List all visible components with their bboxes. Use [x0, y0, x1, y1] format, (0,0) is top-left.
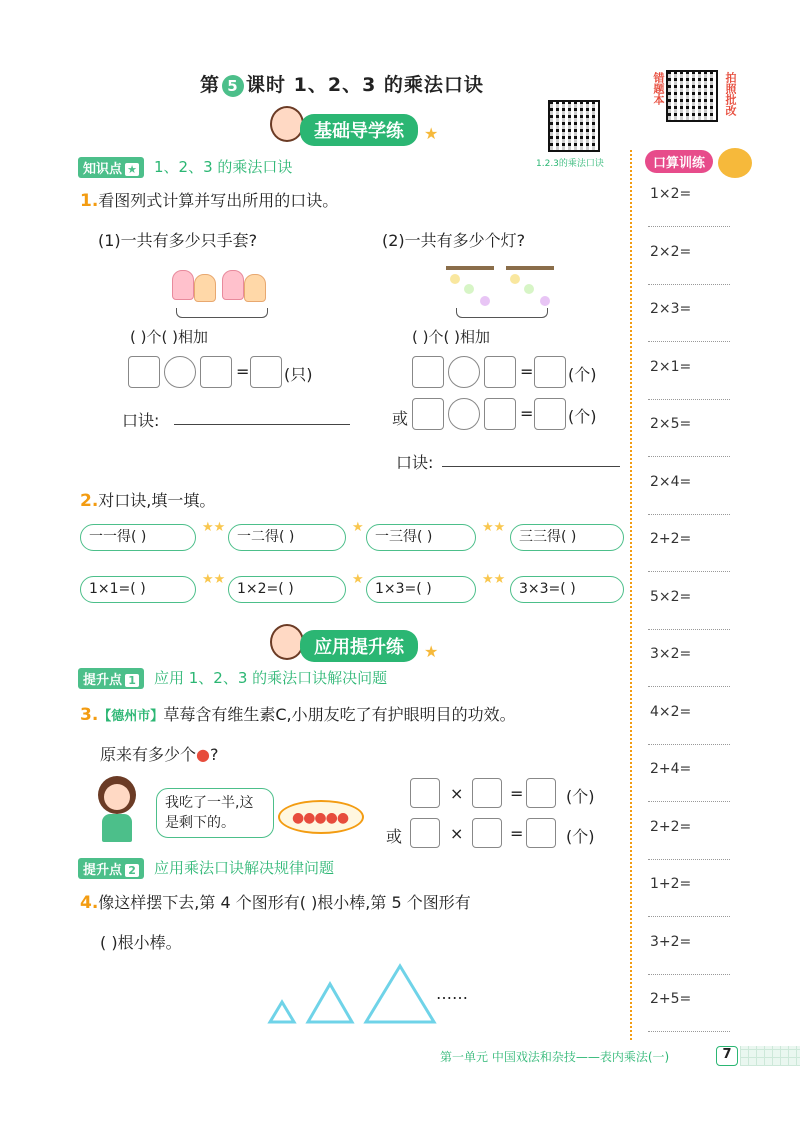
title-prefix: 第	[200, 74, 221, 96]
unit: (个)	[566, 827, 595, 846]
oral-separator	[648, 341, 730, 342]
or-label: 或	[392, 409, 409, 428]
question-text: 看图列式计算并写出所用的口诀。	[98, 191, 339, 210]
oral-separator	[648, 916, 730, 917]
tip-number: 1	[125, 674, 139, 687]
footer-unit: 第一单元 中国戏法和杂技——表内乘法(一)	[440, 1050, 670, 1064]
child-mascot-icon	[270, 624, 304, 660]
strawberry-plate	[278, 800, 364, 834]
oral-separator	[648, 859, 730, 860]
oral-item[interactable]: 2×1=	[650, 358, 692, 375]
answer-box[interactable]	[484, 356, 516, 388]
answer-box[interactable]	[410, 818, 440, 848]
add-line-right: ( )个( )相加	[412, 328, 490, 346]
unit-right: (个)	[568, 365, 597, 384]
title-suffix: 课时 1、2、3 的乘法口诀	[246, 74, 484, 96]
tip-number: 2	[125, 864, 139, 877]
operator-circle[interactable]	[448, 398, 480, 430]
oral-separator	[648, 399, 730, 400]
equals-sign: =	[520, 362, 534, 381]
product-fill[interactable]: 1×2=( )	[228, 576, 346, 603]
child-mascot-icon	[270, 106, 304, 142]
rhyme-fill[interactable]: 一三得( )	[366, 524, 476, 551]
answer-box[interactable]	[410, 778, 440, 808]
question-number: 3.	[80, 705, 99, 725]
oral-item[interactable]: 2×4=	[650, 473, 692, 490]
photo-correct-label: 拍照批改	[724, 72, 737, 116]
equals-sign: =	[520, 404, 534, 423]
page-title	[200, 70, 484, 97]
product-fill[interactable]: 1×1=( )	[80, 576, 196, 603]
oral-item[interactable]: 2+5=	[650, 991, 692, 1007]
oral-separator	[648, 456, 730, 457]
answer-box[interactable]	[412, 356, 444, 388]
operator-circle[interactable]	[164, 356, 196, 388]
q1-sub2: (2)一共有多少个灯?	[382, 231, 526, 250]
tip-text: 应用乘法口诀解决规律问题	[154, 859, 335, 877]
product-fill[interactable]: 3×3=( )	[510, 576, 624, 603]
answer-box[interactable]	[412, 398, 444, 430]
oral-separator	[648, 1031, 730, 1032]
brace	[176, 308, 268, 318]
question-2	[80, 488, 215, 511]
answer-box[interactable]	[128, 356, 160, 388]
answer-box[interactable]	[472, 818, 502, 848]
formula-label: 口诀:	[396, 453, 434, 472]
oral-separator	[648, 686, 730, 687]
star-mascot-icon: ★★	[482, 572, 506, 587]
mistake-book-label: 错题本	[652, 72, 665, 105]
oral-item[interactable]: 2+4=	[650, 761, 692, 777]
question-number: 2.	[80, 491, 99, 511]
star-mascot-icon: ★★	[482, 520, 506, 535]
region-tag: 【德州市】	[98, 709, 164, 724]
times-sign: ×	[450, 824, 464, 843]
brace	[456, 308, 548, 318]
unit-left: (只)	[284, 365, 313, 384]
oral-item[interactable]: 4×2=	[650, 703, 692, 720]
section-basic-banner: 基础导学练	[300, 114, 418, 146]
operator-circle[interactable]	[448, 356, 480, 388]
ellipsis: ……	[436, 984, 468, 1003]
oral-separator	[648, 571, 730, 572]
oral-separator	[648, 226, 730, 227]
question-text: 草莓含有维生素C,小朋友吃了有护眼明目的功效。	[163, 705, 516, 724]
oral-item[interactable]: 5×2=	[650, 588, 692, 605]
oral-item[interactable]: 2×3=	[650, 301, 692, 317]
oral-item[interactable]: 2×2=	[650, 243, 692, 260]
question-text: 像这样摆下去,第 4 个图形有( )根小棒,第 5 个图形有	[98, 893, 471, 912]
oral-item[interactable]: 3+2=	[650, 933, 692, 950]
oral-separator	[648, 744, 730, 745]
lesson-qr-code[interactable]	[548, 100, 600, 152]
star-mascot-icon: ★	[352, 520, 364, 535]
triangle-medium	[308, 984, 352, 1022]
or-label: 或	[386, 827, 403, 846]
q1-sub1: (1)一共有多少只手套?	[98, 231, 258, 250]
question-4	[80, 890, 471, 913]
formula-answer-line[interactable]	[442, 466, 620, 467]
question-3-line2	[100, 742, 218, 765]
oral-item[interactable]: 1+2=	[650, 876, 692, 892]
answer-box[interactable]	[534, 398, 566, 430]
oral-item[interactable]: 1×2=	[650, 186, 692, 202]
tip-text: 应用 1、2、3 的乘法口诀解决问题	[154, 669, 388, 687]
oral-item[interactable]: 2+2=	[650, 531, 692, 547]
product-fill[interactable]: 1×3=( )	[366, 576, 476, 603]
oral-item[interactable]: 3×2=	[650, 646, 692, 662]
star-mascot-icon: ★★	[202, 520, 226, 535]
knowledge-text: 1、2、3 的乘法口诀	[154, 158, 293, 176]
page-number: 7	[716, 1046, 738, 1066]
qr-label: 1.2.3的乘法口诀	[536, 159, 604, 169]
oral-separator	[648, 284, 730, 285]
unit: (个)	[566, 787, 595, 806]
tip-tag	[78, 858, 144, 879]
tip-tag-label: 提升点	[83, 673, 123, 688]
times-sign: ×	[450, 784, 464, 803]
triangle-sticks-figure	[264, 962, 444, 1026]
star-icon: ★	[125, 163, 139, 176]
question-text: 对口诀,填一填。	[98, 491, 216, 510]
formula-label: 口诀:	[122, 411, 160, 430]
strawberry-icon: ●●●●●	[292, 810, 349, 826]
formula-answer-line[interactable]	[174, 424, 350, 425]
star-icon: ★	[424, 124, 439, 143]
girl-illustration	[94, 776, 140, 842]
question-number: 1.	[80, 191, 99, 211]
oral-item[interactable]: 2×5=	[650, 416, 692, 432]
star-icon: ★	[424, 642, 439, 661]
answer-box[interactable]	[200, 356, 232, 388]
equals-sign: =	[510, 784, 524, 803]
lesson-number: 5	[222, 75, 244, 97]
question-mark: ?	[209, 745, 219, 764]
equals-sign: =	[236, 362, 250, 381]
star-mascot-icon: ★★	[202, 572, 226, 587]
photo-correct-qr-code[interactable]	[666, 70, 718, 122]
unit-right: (个)	[568, 407, 597, 426]
gloves-illustration	[170, 268, 270, 304]
knowledge-tag-label: 知识点	[83, 162, 123, 177]
knowledge-tag	[78, 157, 144, 178]
triangle-large	[366, 966, 434, 1022]
question-1	[80, 188, 338, 211]
tip-tag-label: 提升点	[83, 863, 123, 878]
answer-box[interactable]	[484, 398, 516, 430]
triangle-small	[270, 1002, 294, 1022]
star-mascot-icon: ★	[352, 572, 364, 587]
oral-separator	[648, 974, 730, 975]
answer-box[interactable]	[250, 356, 282, 388]
equals-sign: =	[510, 824, 524, 843]
strawberry-icon: ●	[196, 745, 210, 764]
answer-box[interactable]	[534, 356, 566, 388]
rhyme-fill[interactable]: 一一得( )	[80, 524, 196, 551]
mascot-icon	[718, 148, 752, 178]
oral-separator	[648, 629, 730, 630]
lamps-illustration	[446, 266, 558, 308]
speech-bubble: 我吃了一半,这是剩下的。	[156, 788, 274, 838]
oral-training-title: 口算训练	[645, 150, 713, 173]
rhyme-fill[interactable]: 三三得( )	[510, 524, 624, 551]
add-line-left: ( )个( )相加	[130, 328, 208, 346]
oral-separator	[648, 514, 730, 515]
answer-box[interactable]	[526, 818, 556, 848]
rhyme-fill[interactable]: 一二得( )	[228, 524, 346, 551]
oral-separator	[648, 801, 730, 802]
answer-box[interactable]	[526, 778, 556, 808]
question-3	[80, 702, 516, 725]
question-4-line2: ( )根小棒。	[100, 933, 182, 952]
answer-box[interactable]	[472, 778, 502, 808]
question-number: 4.	[80, 893, 99, 913]
oral-item[interactable]: 2+2=	[650, 818, 692, 835]
section-advanced-banner: 应用提升练	[300, 630, 418, 662]
question-text: 原来有多少个	[100, 745, 197, 764]
footer-grid-decoration	[740, 1046, 800, 1066]
tip-tag	[78, 668, 144, 689]
